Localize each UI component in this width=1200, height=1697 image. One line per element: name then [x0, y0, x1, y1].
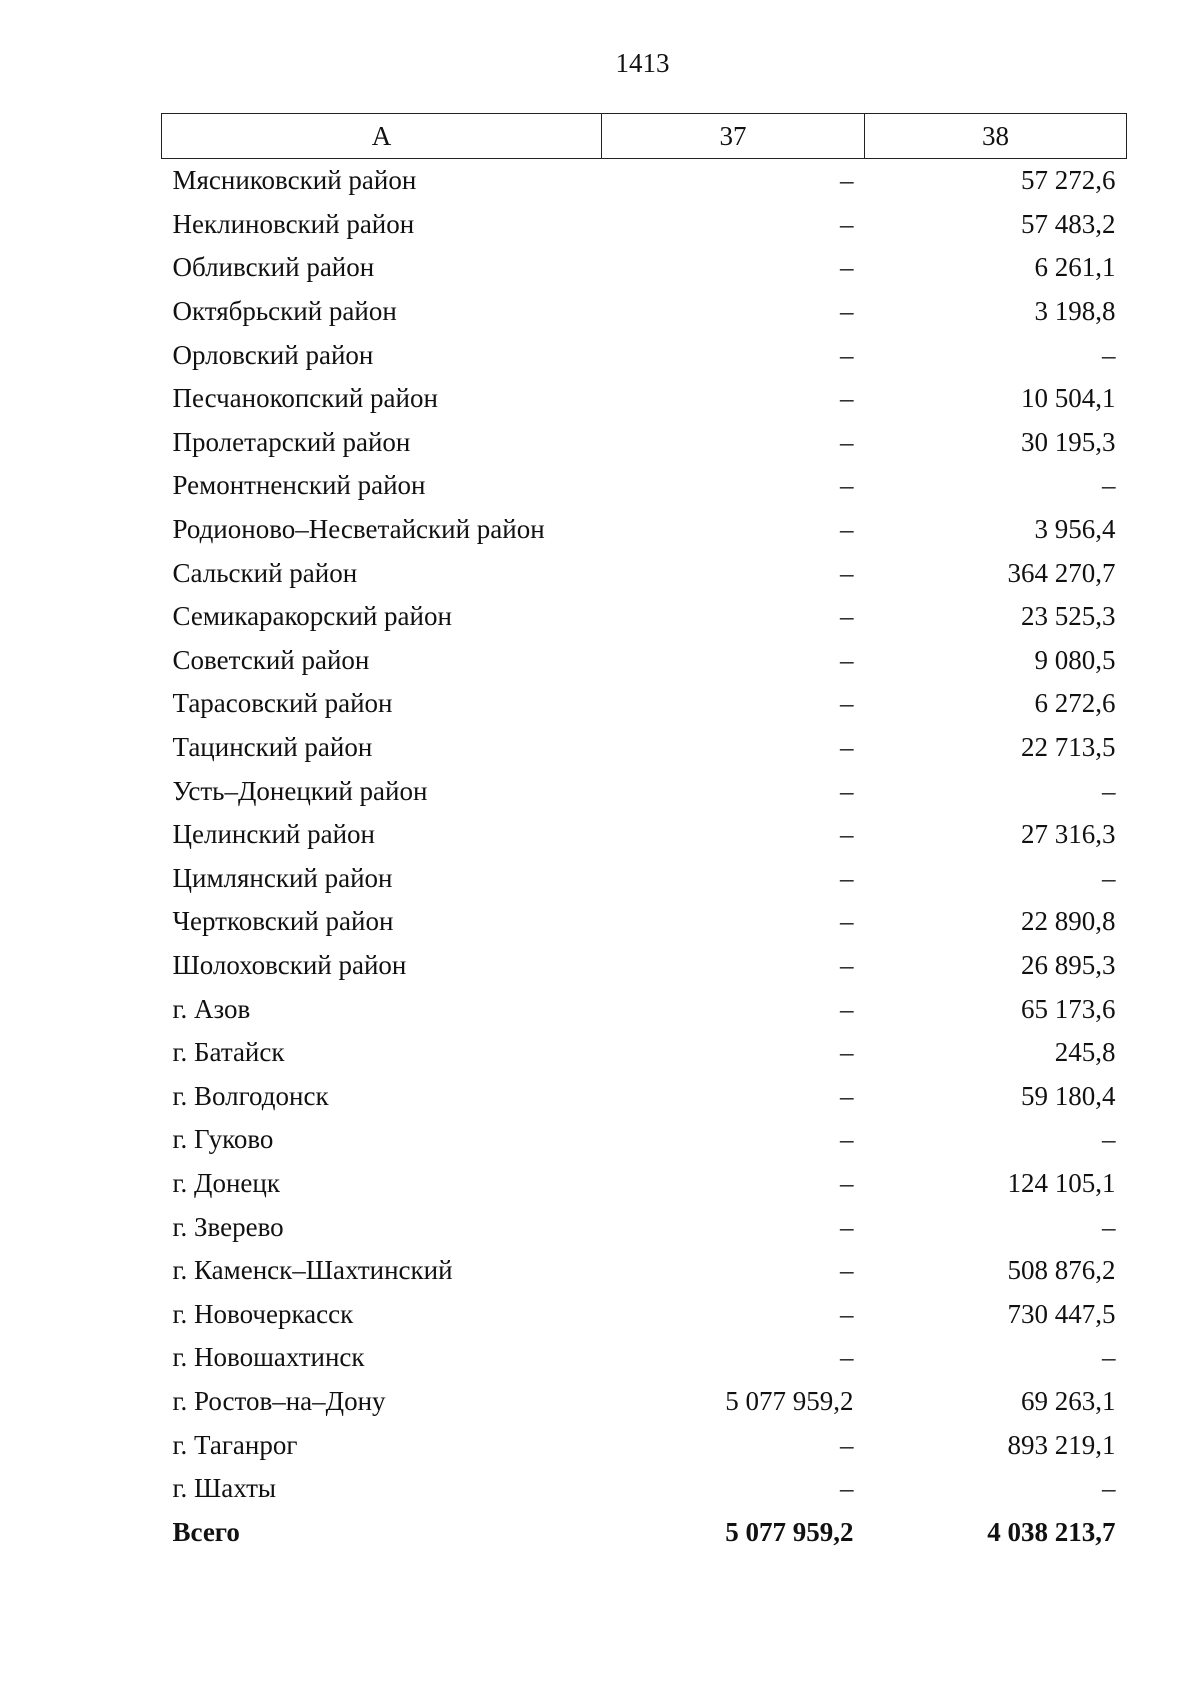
table-row: [162, 813, 1127, 857]
row-name-cell: Целинский район: [172, 819, 375, 850]
col-37-cell: –: [840, 514, 854, 545]
page-number: 1413: [615, 48, 670, 78]
col-38-cell: 59 180,4: [1021, 1080, 1116, 1111]
row-name-cell: г. Таганрог: [172, 1429, 298, 1460]
row-name-cell: Шолоховский район: [172, 949, 407, 980]
table-row: [162, 159, 1127, 203]
col-37-cell: 5 077 959,2: [725, 1516, 854, 1547]
col-38-cell: 22 713,5: [1021, 732, 1116, 763]
col-37-cell: –: [840, 775, 854, 806]
row-name-cell: г. Новочеркасск: [172, 1298, 354, 1329]
row-name-cell: Семикаракорский район: [172, 601, 452, 632]
col-38-cell: 57 483,2: [1021, 208, 1116, 239]
col-38-cell: 9 080,5: [1034, 644, 1116, 675]
col-37-cell: –: [840, 165, 854, 196]
table-row: [162, 1423, 1127, 1467]
row-name-cell: Чертковский район: [172, 906, 394, 937]
col-37-cell: –: [840, 1080, 854, 1111]
col-37-cell: –: [840, 1473, 854, 1504]
col-38-cell: 508 876,2: [1007, 1255, 1116, 1286]
row-name-cell: Неклиновский район: [172, 208, 415, 239]
row-name-cell: Родионово–Несветайский район: [172, 514, 545, 545]
table-row: [162, 769, 1127, 813]
table-row: [162, 333, 1127, 377]
col-37-cell: –: [840, 208, 854, 239]
row-name-cell: Пролетарский район: [172, 426, 411, 457]
col-37-cell: –: [840, 601, 854, 632]
col-37-cell: –: [840, 862, 854, 893]
table-row: [162, 857, 1127, 901]
header-cell-38: 38: [865, 114, 1127, 159]
col-38-cell: 730 447,5: [1007, 1298, 1116, 1329]
col-37-cell: –: [840, 1167, 854, 1198]
table-row: [162, 1162, 1127, 1206]
col-38-cell: –: [1102, 1124, 1116, 1155]
row-name-cell: г. Ростов–на–Дону: [172, 1385, 386, 1416]
table-row: [162, 1380, 1127, 1424]
col-37-cell: –: [840, 688, 854, 719]
col-37-cell: –: [840, 1298, 854, 1329]
col-38-cell: 69 263,1: [1021, 1385, 1116, 1416]
col-38-cell: 3 198,8: [1034, 296, 1116, 327]
col-38-cell: 6 272,6: [1034, 688, 1116, 719]
row-name-cell: г. Донецк: [172, 1167, 280, 1198]
row-name-cell: Обливский район: [172, 252, 375, 283]
row-name-cell: г. Гуково: [172, 1124, 274, 1155]
table-row: [162, 987, 1127, 1031]
col-37-cell: –: [840, 426, 854, 457]
col-38-cell: –: [1102, 1211, 1116, 1242]
header-cell-a: А: [162, 114, 602, 159]
row-name-cell: Советский район: [172, 644, 370, 675]
col-37-cell: –: [840, 949, 854, 980]
table-row: [162, 726, 1127, 770]
row-name-cell: Усть–Донецкий район: [172, 775, 428, 806]
table-row: [162, 377, 1127, 421]
col-37-cell: –: [840, 906, 854, 937]
col-37-cell: –: [840, 252, 854, 283]
table-row: [162, 595, 1127, 639]
table-row: [162, 1249, 1127, 1293]
row-name-cell: г. Азов: [172, 993, 251, 1024]
col-37-cell: 5 077 959,2: [725, 1385, 854, 1416]
table-row: [162, 551, 1127, 595]
row-name-cell: г. Волгодонск: [172, 1080, 329, 1111]
col-38-cell: 4 038 213,7: [987, 1516, 1116, 1547]
col-38-cell: 245,8: [1054, 1037, 1116, 1068]
col-38-cell: 27 316,3: [1021, 819, 1116, 850]
row-name-cell: г. Батайск: [172, 1037, 285, 1068]
col-38-cell: –: [1102, 862, 1116, 893]
row-name-cell: г. Каменск–Шахтинский: [172, 1255, 453, 1286]
col-38-cell: –: [1102, 470, 1116, 501]
row-name-cell: г. Зверево: [172, 1211, 284, 1242]
col-37-cell: –: [840, 383, 854, 414]
table-row: [162, 1467, 1127, 1511]
table-row: [162, 639, 1127, 683]
table-header: [162, 114, 1127, 159]
col-38-cell: 6 261,1: [1034, 252, 1116, 283]
col-38-cell: 893 219,1: [1007, 1429, 1116, 1460]
col-37-cell: –: [840, 557, 854, 588]
col-38-cell: 65 173,6: [1021, 993, 1116, 1024]
row-name-cell: Тарасовский район: [172, 688, 393, 719]
col-38-cell: 26 895,3: [1021, 949, 1116, 980]
data-table: [161, 113, 1127, 1554]
row-name-cell: Сальский район: [172, 557, 358, 588]
col-37-cell: –: [840, 993, 854, 1024]
col-38-cell: 364 270,7: [1007, 557, 1116, 588]
col-38-cell: 23 525,3: [1021, 601, 1116, 632]
total-row: [162, 1510, 1127, 1554]
table-row: [162, 944, 1127, 988]
table-row: [162, 464, 1127, 508]
table-row: [162, 290, 1127, 334]
row-name-cell: Орловский район: [172, 339, 374, 370]
col-38-cell: 3 956,4: [1034, 514, 1116, 545]
table-row: [162, 1118, 1127, 1162]
row-name-cell: Песчанокопский район: [172, 383, 438, 414]
col-38-cell: 10 504,1: [1021, 383, 1116, 414]
col-38-cell: 124 105,1: [1007, 1167, 1116, 1198]
table-row: [162, 246, 1127, 290]
col-38-cell: –: [1102, 1342, 1116, 1373]
col-37-cell: –: [840, 1255, 854, 1286]
col-37-cell: –: [840, 1211, 854, 1242]
table-row: [162, 203, 1127, 247]
table-row: [162, 1031, 1127, 1075]
col-37-cell: –: [840, 1037, 854, 1068]
row-name-cell: г. Шахты: [172, 1473, 277, 1504]
row-name-cell: Ремонтненский район: [172, 470, 426, 501]
col-38-cell: 57 272,6: [1021, 165, 1116, 196]
col-37-cell: –: [840, 1342, 854, 1373]
col-37-cell: –: [840, 470, 854, 501]
col-37-cell: –: [840, 819, 854, 850]
table-body: [162, 159, 1127, 1555]
row-name-cell: Цимлянский район: [172, 862, 393, 893]
table-row: [162, 1336, 1127, 1380]
col-37-cell: –: [840, 296, 854, 327]
col-38-cell: –: [1102, 339, 1116, 370]
col-38-cell: 30 195,3: [1021, 426, 1116, 457]
row-name-cell: Октябрьский район: [172, 296, 397, 327]
col-37-cell: –: [840, 1429, 854, 1460]
table-row: [162, 1074, 1127, 1118]
col-38-cell: –: [1102, 775, 1116, 806]
row-name-cell: Всего: [172, 1516, 240, 1547]
header-row: [162, 114, 1127, 159]
table-row: [162, 421, 1127, 465]
row-name-cell: Тацинский район: [172, 732, 373, 763]
col-38-cell: 22 890,8: [1021, 906, 1116, 937]
col-38-cell: –: [1102, 1473, 1116, 1504]
col-37-cell: –: [840, 1124, 854, 1155]
header-cell-37: 37: [602, 114, 865, 159]
table-row: [162, 1292, 1127, 1336]
table-row: [162, 682, 1127, 726]
row-name-cell: г. Новошахтинск: [172, 1342, 365, 1373]
col-37-cell: –: [840, 732, 854, 763]
table-row: [162, 508, 1127, 552]
table-row: [162, 900, 1127, 944]
table-row: [162, 1205, 1127, 1249]
col-37-cell: –: [840, 644, 854, 675]
row-name-cell: Мясниковский район: [172, 165, 417, 196]
col-37-cell: –: [840, 339, 854, 370]
